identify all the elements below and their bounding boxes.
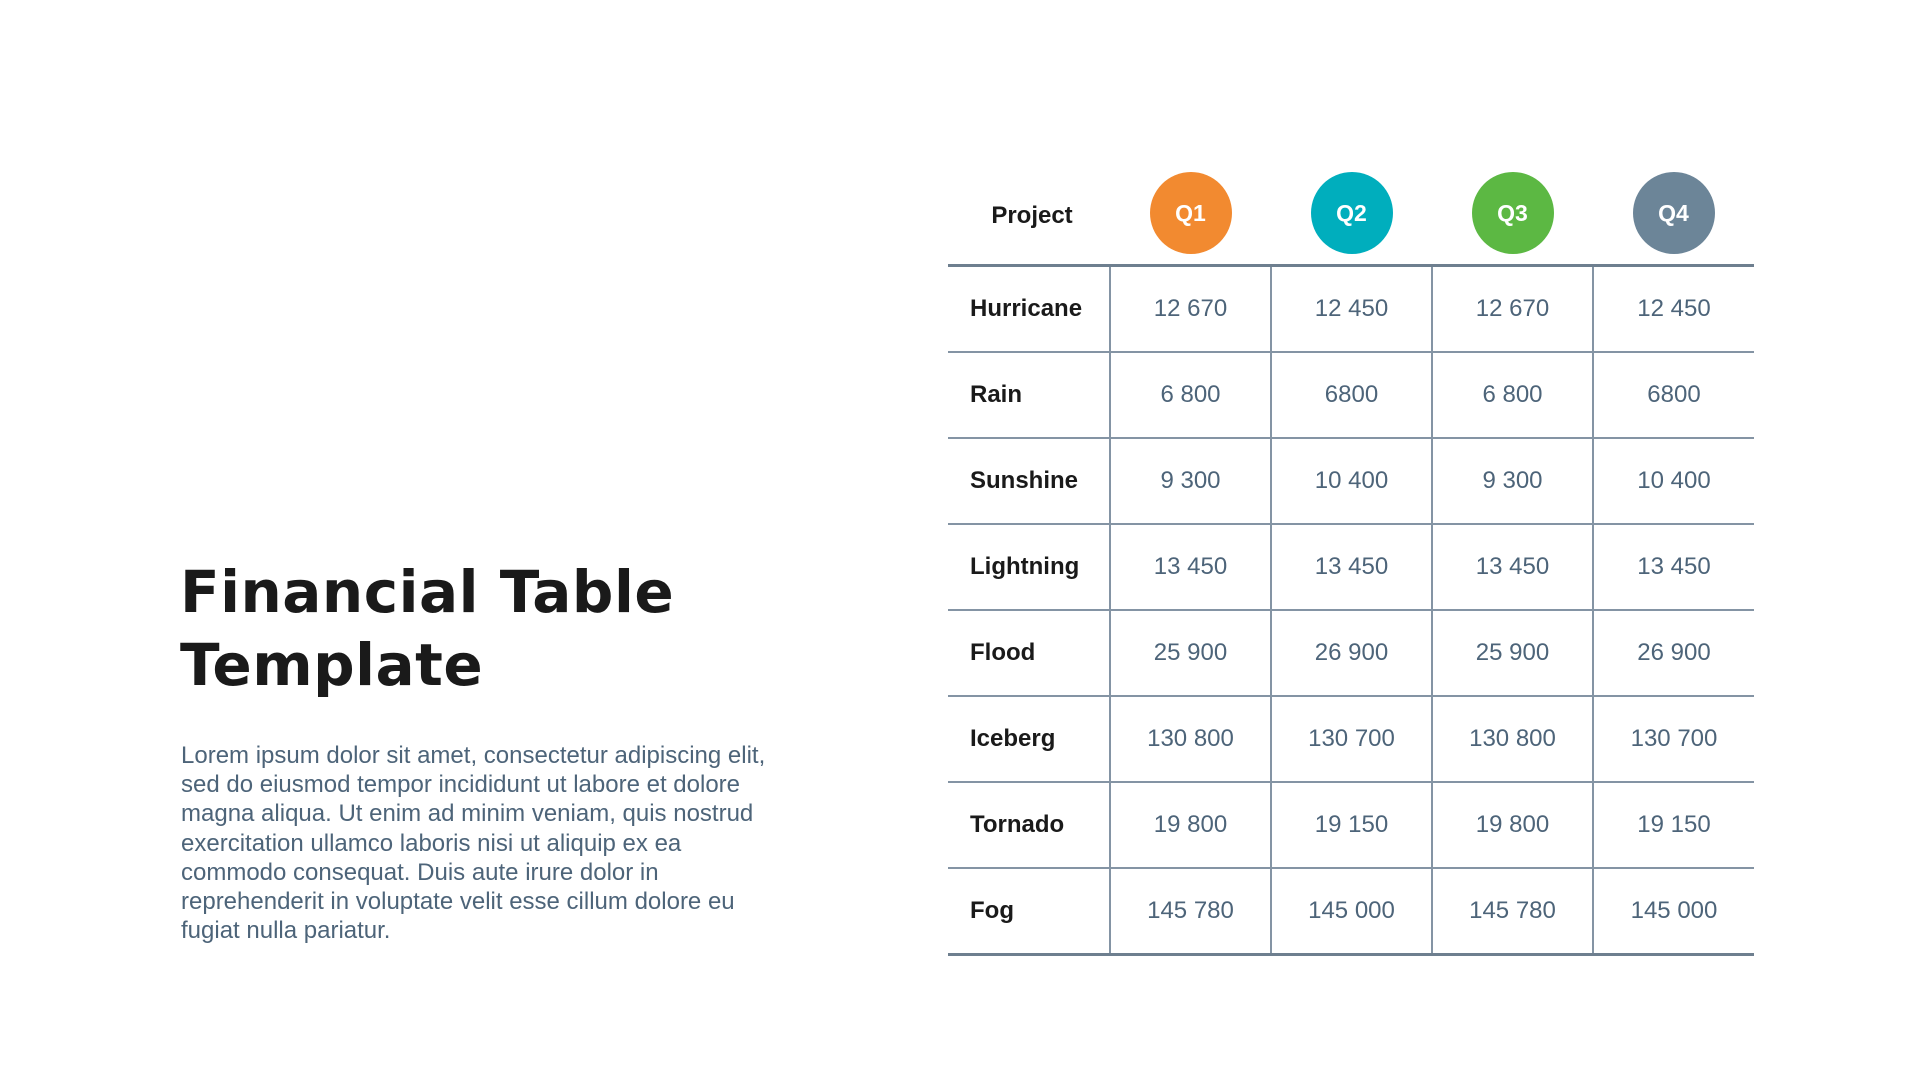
- quarter-badge: Q3: [1472, 172, 1554, 254]
- table-row: [948, 524, 1754, 610]
- body-text: Lorem ipsum dolor sit amet, consectetur adipiscing elit, sed do eiusmod tempor incididunt ut labore et dolore magna aliqua. Ut enim ad minim veniam, quis nostrud exercitation ullamco laboris nisi ut aliquip ex ea commodo consequat. Duis aute irure dolor in reprehenderit in voluptate velit esse cillum dolore eu fugiat nulla pariatur.: [181, 742, 766, 945]
- quarter-badge: Q1: [1150, 172, 1232, 254]
- value-cell: 145 000: [1593, 868, 1754, 955]
- value-cell: 6800: [1593, 352, 1754, 438]
- project-name-cell: Hurricane: [948, 266, 1110, 353]
- value-cell: 13 450: [1271, 524, 1432, 610]
- project-column-header: Project: [948, 167, 1110, 266]
- table-header-row: [948, 167, 1754, 266]
- value-cell: 10 400: [1593, 438, 1754, 524]
- value-cell: 6 800: [1110, 352, 1271, 438]
- table-row: [948, 610, 1754, 696]
- table-row: [948, 266, 1754, 353]
- value-cell: 145 000: [1271, 868, 1432, 955]
- q2-column-header: [1271, 167, 1432, 266]
- table-row: [948, 868, 1754, 955]
- value-cell: 6800: [1271, 352, 1432, 438]
- value-cell: 25 900: [1110, 610, 1271, 696]
- value-cell: 26 900: [1271, 610, 1432, 696]
- value-cell: 10 400: [1271, 438, 1432, 524]
- value-cell: 12 450: [1593, 266, 1754, 353]
- project-name-cell: Tornado: [948, 782, 1110, 868]
- financial-table: [948, 167, 1754, 956]
- slide-title-line-2: Template: [180, 631, 484, 699]
- value-cell: 12 670: [1432, 266, 1593, 353]
- financial-table-container: [948, 167, 1754, 956]
- value-cell: 130 800: [1432, 696, 1593, 782]
- value-cell: 145 780: [1432, 868, 1593, 955]
- value-cell: 6 800: [1432, 352, 1593, 438]
- value-cell: 19 800: [1110, 782, 1271, 868]
- value-cell: 9 300: [1432, 438, 1593, 524]
- value-cell: 19 150: [1271, 782, 1432, 868]
- value-cell: 145 780: [1110, 868, 1271, 955]
- value-cell: 26 900: [1593, 610, 1754, 696]
- value-cell: 25 900: [1432, 610, 1593, 696]
- value-cell: 13 450: [1593, 524, 1754, 610]
- project-name-cell: Flood: [948, 610, 1110, 696]
- table-row: [948, 438, 1754, 524]
- value-cell: 130 800: [1110, 696, 1271, 782]
- value-cell: 9 300: [1110, 438, 1271, 524]
- value-cell: 13 450: [1110, 524, 1271, 610]
- table-row: [948, 782, 1754, 868]
- value-cell: 12 450: [1271, 266, 1432, 353]
- value-cell: 19 800: [1432, 782, 1593, 868]
- value-cell: 12 670: [1110, 266, 1271, 353]
- value-cell: 130 700: [1271, 696, 1432, 782]
- project-name-cell: Fog: [948, 868, 1110, 955]
- value-cell: 19 150: [1593, 782, 1754, 868]
- project-name-cell: Iceberg: [948, 696, 1110, 782]
- slide-title-line-1: Financial Table: [180, 558, 675, 626]
- quarter-badge: Q4: [1633, 172, 1715, 254]
- q3-column-header: [1432, 167, 1593, 266]
- project-name-cell: Lightning: [948, 524, 1110, 610]
- slide-title: [180, 556, 820, 702]
- table-row: [948, 696, 1754, 782]
- quarter-badge: Q2: [1311, 172, 1393, 254]
- project-name-cell: Rain: [948, 352, 1110, 438]
- q4-column-header: [1593, 167, 1754, 266]
- value-cell: 13 450: [1432, 524, 1593, 610]
- table-row: [948, 352, 1754, 438]
- value-cell: 130 700: [1593, 696, 1754, 782]
- project-name-cell: Sunshine: [948, 438, 1110, 524]
- q1-column-header: [1110, 167, 1271, 266]
